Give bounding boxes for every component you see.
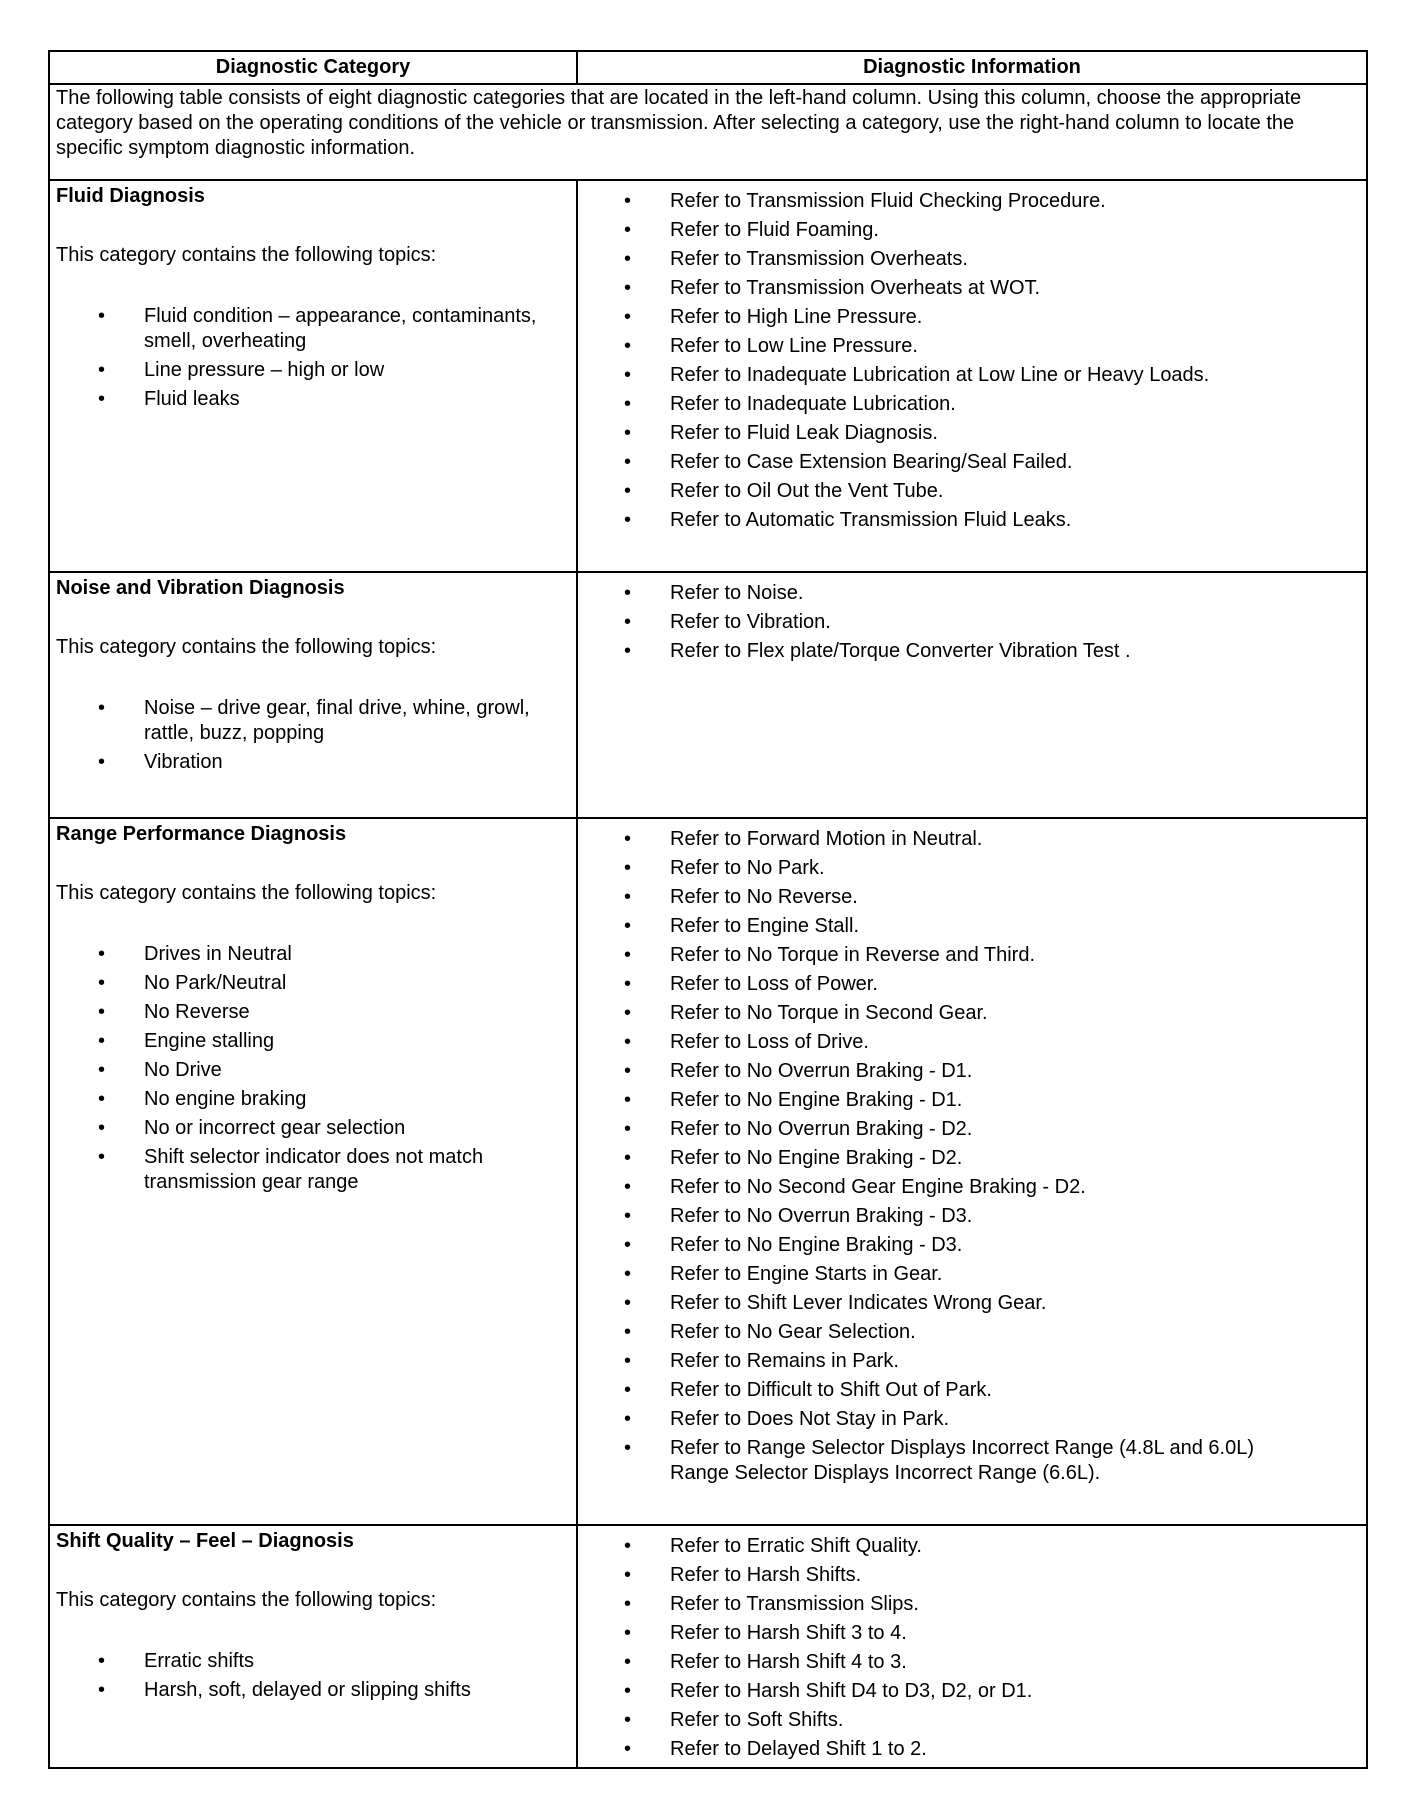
category-cell: [49, 572, 577, 818]
reference-item: • Refer to Fluid Foaming.: [578, 216, 1366, 245]
category-title: Noise and Vibration Diagnosis: [56, 577, 345, 599]
reference-item: • Refer to Harsh Shift 3 to 4.: [578, 1619, 1366, 1648]
header-diagnostic-category: Diagnostic Category: [49, 51, 577, 84]
reference-item: • Refer to Vibration.: [578, 608, 1366, 637]
list-item: • Drives in Neutral: [56, 942, 576, 967]
reference-item: • Refer to Does Not Stay in Park.: [578, 1405, 1366, 1434]
list-item: • No Drive: [56, 1058, 576, 1083]
reference-item: • Refer to Harsh Shifts.: [578, 1561, 1366, 1590]
reference-item: • Refer to No Overrun Braking - D3.: [578, 1202, 1366, 1231]
reference-item: • Refer to Transmission Slips.: [578, 1590, 1366, 1619]
reference-item: • Refer to Transmission Overheats at WOT.: [578, 274, 1366, 303]
list-item: • Erratic shifts: [56, 1649, 576, 1674]
reference-item: [578, 1434, 1366, 1486]
category-cell: [49, 1525, 577, 1768]
reference-item: • Refer to Automatic Transmission Fluid Leaks.: [578, 506, 1366, 535]
reference-list: [578, 187, 1366, 535]
category-description: This category contains the following topics:: [56, 636, 437, 658]
reference-list: [578, 579, 1366, 666]
category-title: Fluid Diagnosis: [56, 185, 205, 207]
list-item: • Line pressure – high or low: [56, 358, 576, 383]
reference-item: • Refer to No Torque in Second Gear.: [578, 999, 1366, 1028]
table-row: [49, 572, 1367, 818]
reference-item: • Refer to Low Line Pressure.: [578, 332, 1366, 361]
reference-item: • Refer to High Line Pressure.: [578, 303, 1366, 332]
topic-list: [56, 1649, 576, 1703]
list-item: • Vibration: [56, 750, 576, 775]
reference-item: • Refer to Soft Shifts.: [578, 1706, 1366, 1735]
topic-list: [56, 696, 576, 775]
reference-item: • Refer to Noise.: [578, 579, 1366, 608]
reference-item: • Refer to Erratic Shift Quality.: [578, 1532, 1366, 1561]
list-item: • Shift selector indicator does not match transmission gear range: [56, 1145, 576, 1195]
reference-line: Range Selector Displays Incorrect Range (6.6L).: [670, 1462, 1101, 1484]
category-description: This category contains the following topics:: [56, 1589, 437, 1611]
reference-item: • Refer to Oil Out the Vent Tube.: [578, 477, 1366, 506]
category-title: Shift Quality – Feel – Diagnosis: [56, 1530, 354, 1552]
information-cell: [577, 180, 1367, 572]
reference-item: • Refer to Fluid Leak Diagnosis.: [578, 419, 1366, 448]
reference-item: • Refer to Inadequate Lubrication at Low Line or Heavy Loads.: [578, 361, 1366, 390]
reference-item: • Refer to Delayed Shift 1 to 2.: [578, 1735, 1366, 1764]
information-cell: [577, 818, 1367, 1525]
list-item: • No engine braking: [56, 1087, 576, 1112]
reference-item: • Refer to No Overrun Braking - D1.: [578, 1057, 1366, 1086]
category-title: Range Performance Diagnosis: [56, 823, 347, 845]
reference-item: • Refer to No Engine Braking - D2.: [578, 1144, 1366, 1173]
diagnostic-table: [48, 50, 1368, 1769]
reference-item: • Refer to No Park.: [578, 854, 1366, 883]
reference-item: • Refer to Loss of Power.: [578, 970, 1366, 999]
reference-item: • Refer to No Torque in Reverse and Third.: [578, 941, 1366, 970]
list-item: • Fluid condition – appearance, contaminants, smell, overheating: [56, 304, 576, 354]
list-item: • Noise – drive gear, final drive, whine, growl, rattle, buzz, popping: [56, 696, 576, 746]
reference-list: [578, 825, 1366, 1486]
information-cell: [577, 572, 1367, 818]
reference-item: • Refer to No Engine Braking - D1.: [578, 1086, 1366, 1115]
topic-list: [56, 304, 576, 412]
reference-item: • Refer to Harsh Shift D4 to D3, D2, or D1.: [578, 1677, 1366, 1706]
reference-item: • Refer to Loss of Drive.: [578, 1028, 1366, 1057]
category-description: This category contains the following topics:: [56, 882, 437, 904]
list-item: • Harsh, soft, delayed or slipping shifts: [56, 1678, 576, 1703]
header-diagnostic-information: Diagnostic Information: [577, 51, 1367, 84]
reference-item: • Refer to Transmission Fluid Checking Procedure.: [578, 187, 1366, 216]
reference-item: • Refer to Inadequate Lubrication.: [578, 390, 1366, 419]
reference-item: • Refer to No Reverse.: [578, 883, 1366, 912]
list-item: • Engine stalling: [56, 1029, 576, 1054]
reference-item: • Refer to Shift Lever Indicates Wrong Gear.: [578, 1289, 1366, 1318]
list-item: • Fluid leaks: [56, 387, 576, 412]
reference-item: • Refer to Engine Stall.: [578, 912, 1366, 941]
reference-item: • Refer to Remains in Park.: [578, 1347, 1366, 1376]
category-cell: [49, 818, 577, 1525]
reference-item: • Refer to No Gear Selection.: [578, 1318, 1366, 1347]
table-row: [49, 818, 1367, 1525]
reference-line: • Refer to Range Selector Displays Incorrect Range (4.8L and 6.0L): [670, 1437, 1255, 1459]
topic-list: [56, 942, 576, 1195]
reference-item: • Refer to Transmission Overheats.: [578, 245, 1366, 274]
list-item: • No or incorrect gear selection: [56, 1116, 576, 1141]
table-row: [49, 1525, 1367, 1768]
reference-item: • Refer to Harsh Shift 4 to 3.: [578, 1648, 1366, 1677]
reference-item: • Refer to No Second Gear Engine Braking - D2.: [578, 1173, 1366, 1202]
reference-item: • Refer to Flex plate/Torque Converter Vibration Test .: [578, 637, 1366, 666]
reference-item: • Refer to Difficult to Shift Out of Park.: [578, 1376, 1366, 1405]
reference-item: • Refer to Case Extension Bearing/Seal Failed.: [578, 448, 1366, 477]
category-cell: [49, 180, 577, 572]
table-row: [49, 180, 1367, 572]
information-cell: [577, 1525, 1367, 1768]
reference-item: • Refer to No Engine Braking - D3.: [578, 1231, 1366, 1260]
list-item: • No Reverse: [56, 1000, 576, 1025]
reference-item: • Refer to Engine Starts in Gear.: [578, 1260, 1366, 1289]
reference-list: [578, 1532, 1366, 1764]
intro-row: [49, 84, 1367, 180]
intro-text: The following table consists of eight diagnostic categories that are located in the left-hand column. Using this column, choose the appropriate category based on the operating conditions of the vehicle or transmission. After selecting a category, use the right-hand column to locate the specific symptom diagnostic information.: [49, 84, 1367, 180]
reference-item: • Refer to Forward Motion in Neutral.: [578, 825, 1366, 854]
category-description: This category contains the following topics:: [56, 244, 437, 266]
header-row: [49, 51, 1367, 84]
reference-item: • Refer to No Overrun Braking - D2.: [578, 1115, 1366, 1144]
list-item: • No Park/Neutral: [56, 971, 576, 996]
